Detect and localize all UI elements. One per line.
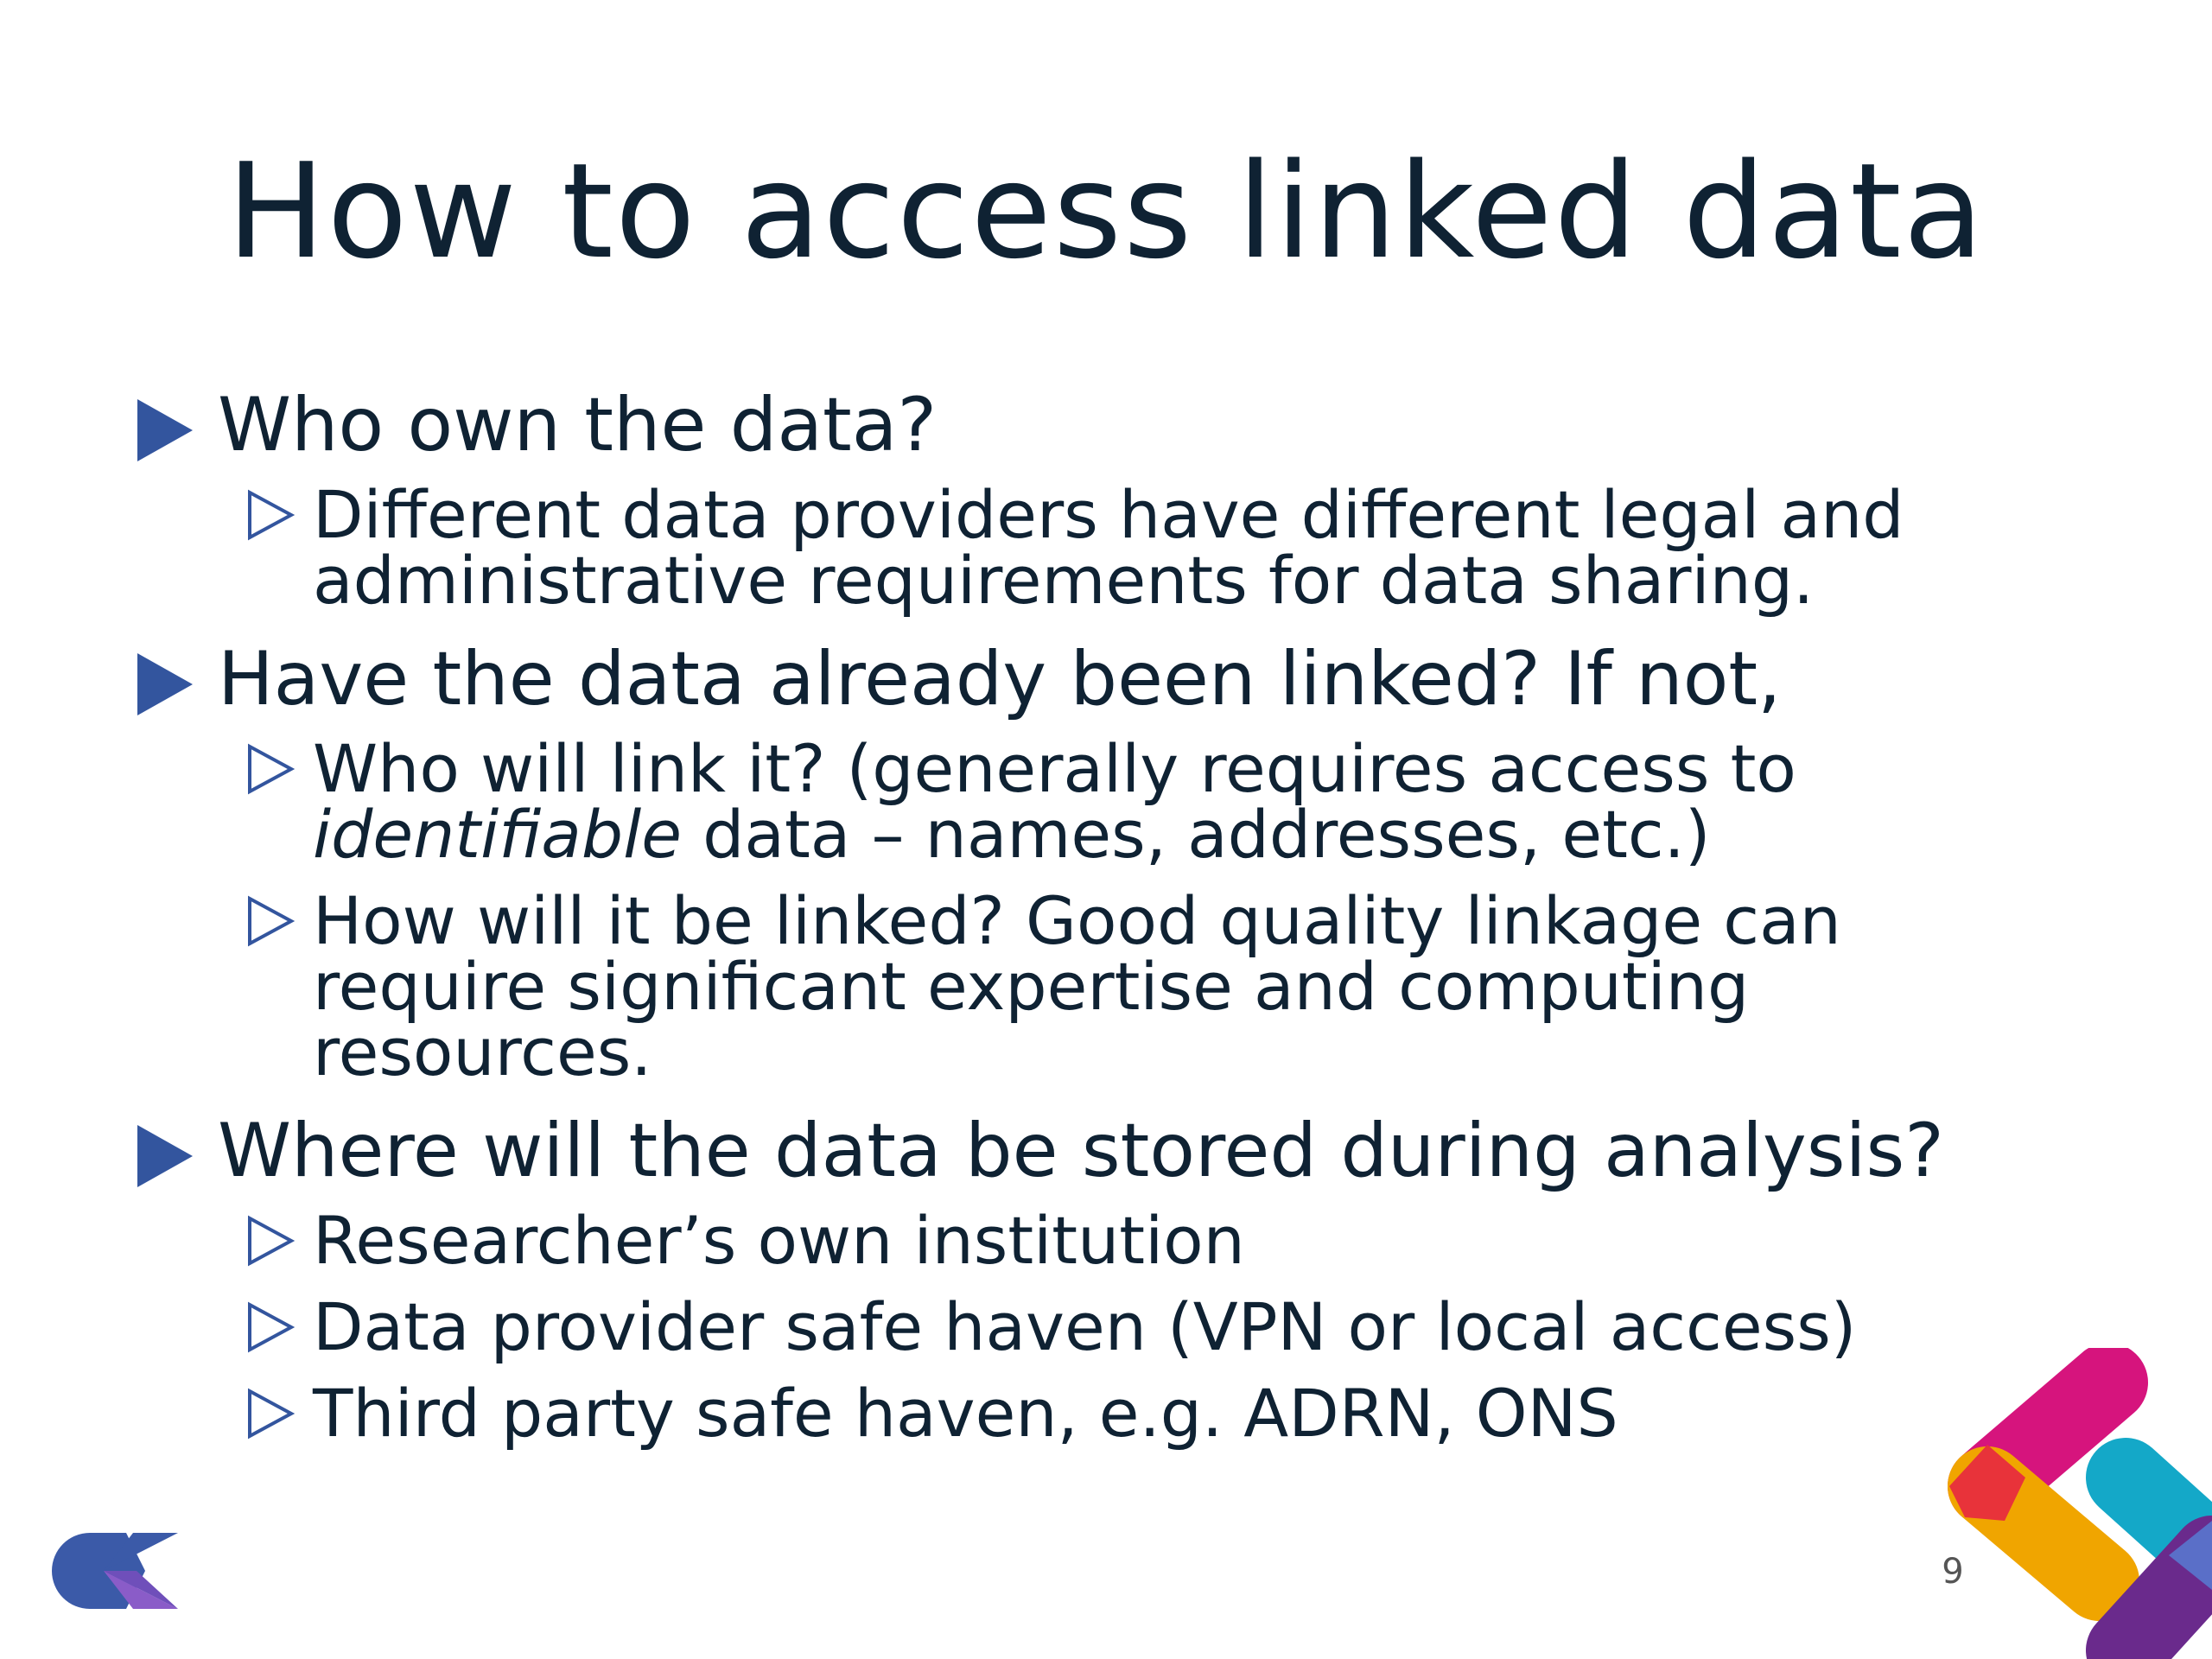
sub-bullet-line: Different data providers have different legal and [313,476,1904,553]
sub-bullet-line: How will it be linked? Good quality linkage can [313,882,1841,959]
sub-bullet-item [134,730,2121,873]
page-number: 9 [1942,1552,1964,1592]
outline-triangle-icon [246,895,296,947]
sub-bullet-line: Data provider safe haven (VPN or local access) [313,1288,1857,1365]
sub-bullet-line: require significant expertise and computing [313,948,1750,1025]
sub-bullet-item [134,1202,2121,1279]
sub-bullet-item [134,1375,2121,1452]
sub-bullet-text: data – names, addresses, etc.) [681,796,1711,873]
bullet-item-3 [134,1106,2121,1196]
bullet-text: Where will the data be stored during analysis? [218,1108,1944,1194]
sub-bullet-line: Researcher’s own institution [313,1202,1245,1279]
bullet-list [134,380,2121,1452]
sub-bullet-line: Who will link it? (generally requires access to [313,730,1796,807]
brand-logo-icon [50,1531,180,1611]
outline-triangle-icon [246,1215,296,1267]
chevron-shapes-icon [1927,1348,2212,1659]
sub-bullet-item [134,476,2121,619]
sub-bullet-line: administrative requirements for data sharing. [313,542,1815,619]
sub-bullet-line: Third party safe haven, e.g. ADRN, ONS [313,1375,1618,1452]
sub-bullet-line [313,796,2121,873]
sub-bullet-item [134,882,2121,1090]
sub-bullet-line: resources. [313,1014,652,1090]
outline-triangle-icon [246,1388,296,1440]
filled-triangle-icon [137,653,193,715]
outline-triangle-icon [246,489,296,541]
filled-triangle-icon [137,1125,193,1187]
bullet-text: Who own the data? [218,382,938,468]
italic-term: identifiable [313,796,682,873]
bullet-item-2 [134,634,2121,724]
slide-title: How to access linked data [226,135,1986,288]
filled-triangle-icon [137,399,193,461]
outline-triangle-icon [246,743,296,795]
sub-bullet-item [134,1288,2121,1365]
bullet-item-1 [134,380,2121,470]
outline-triangle-icon [246,1301,296,1353]
bullet-text: Have the data already been linked? If not, [218,636,1782,722]
